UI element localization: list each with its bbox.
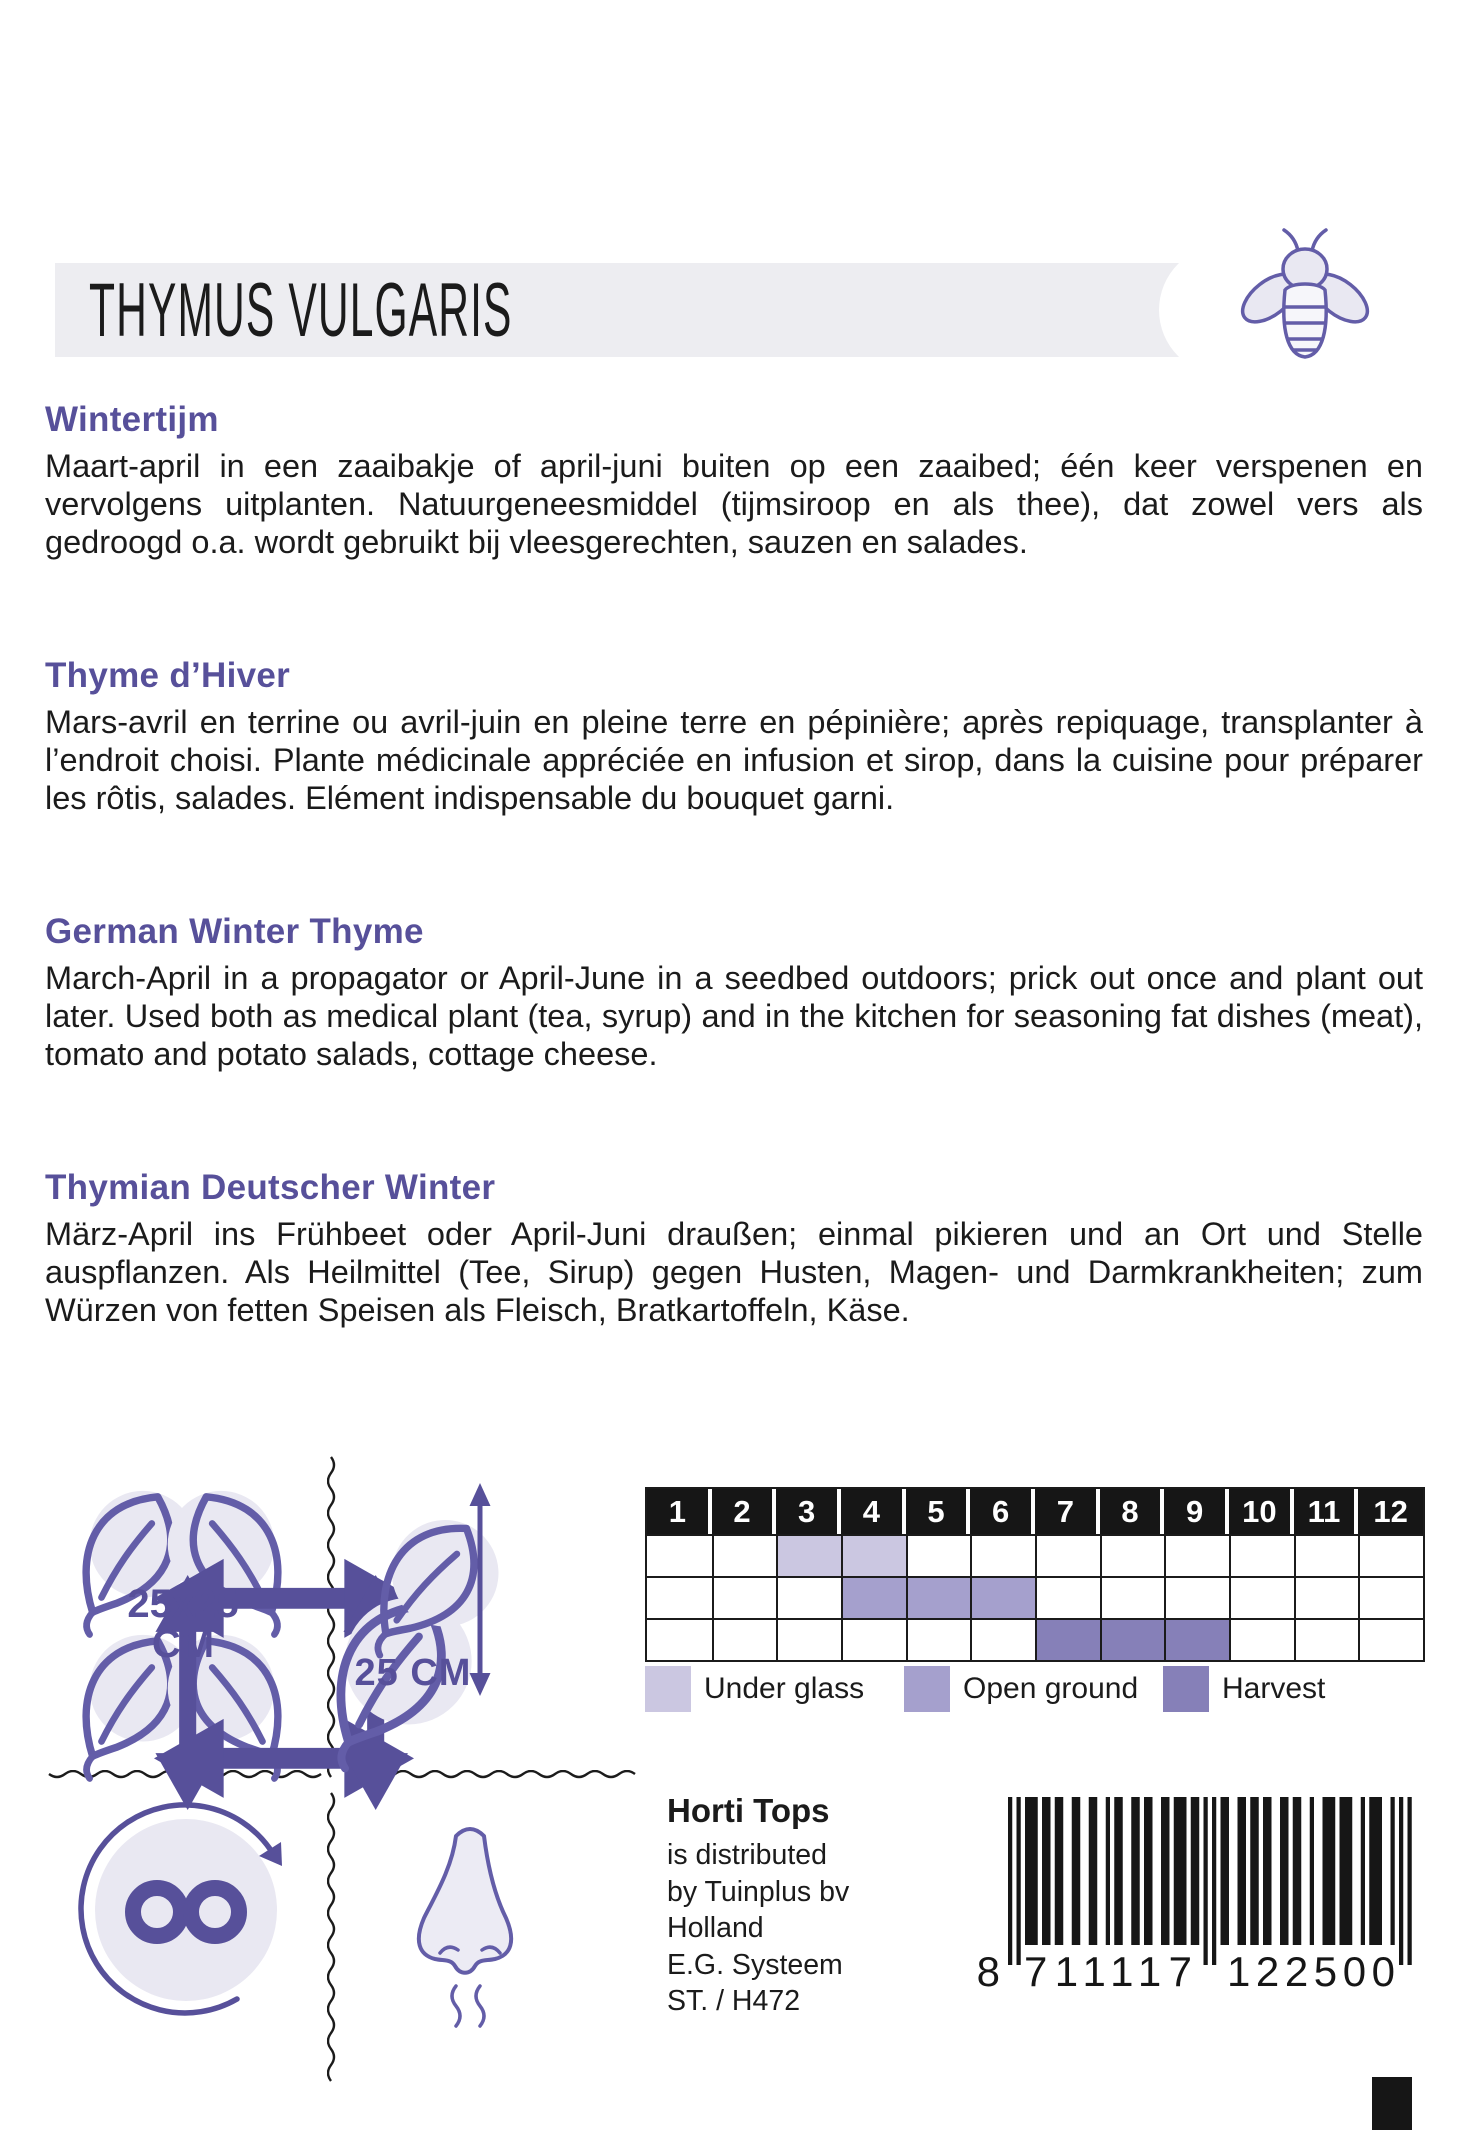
spacing-unit: CM	[151, 1622, 215, 1666]
calendar-month-8: 8	[1100, 1489, 1165, 1534]
calendar-cell	[1358, 1618, 1423, 1660]
calendar-cell	[776, 1534, 841, 1576]
calendar-row-harvest	[647, 1618, 1423, 1660]
legend-swatch-harvest	[1163, 1666, 1209, 1712]
calendar-cell	[1035, 1618, 1100, 1660]
calendar-cell	[841, 1576, 906, 1618]
calendar-cell	[906, 1576, 971, 1618]
section-body-english: March-April in a propagator or April-June in a seedbed outdoors; prick out once and plant out later. Used both as medical plant (tea, syrup) and in the kitchen for seasoning fat dishes (meat), tomato and potato salads, cottage cheese.	[45, 960, 1423, 1072]
calendar-month-4: 4	[841, 1489, 906, 1534]
calendar-month-1: 1	[647, 1489, 712, 1534]
calendar-cell	[712, 1534, 777, 1576]
section-heading-english: German Winter Thyme	[45, 912, 424, 951]
legend-under-glass	[645, 1666, 864, 1712]
print-registration-mark	[1372, 2077, 1412, 2130]
calendar-cell	[712, 1618, 777, 1660]
bee-icon	[1240, 228, 1375, 368]
calendar-cell	[1100, 1534, 1165, 1576]
calendar-cell	[1294, 1534, 1359, 1576]
distributor-line: Holland	[667, 1912, 764, 1944]
barcode-digit-left: 8	[976, 1948, 1000, 1993]
calendar-row-open-ground	[647, 1576, 1423, 1618]
calendar-cell	[1358, 1576, 1423, 1618]
page-title: THYMUS VULGARIS	[89, 268, 513, 353]
section-heading-dutch: Wintertijm	[45, 400, 219, 439]
calendar-cell	[1100, 1576, 1165, 1618]
calendar-month-12: 12	[1358, 1489, 1423, 1534]
legend-harvest	[1163, 1666, 1325, 1712]
calendar-cell	[647, 1576, 712, 1618]
calendar-cell	[1100, 1618, 1165, 1660]
calendar-cell	[1358, 1534, 1423, 1576]
legend-label-under-glass: Under glass	[704, 1672, 865, 1705]
calendar-cell	[1294, 1576, 1359, 1618]
section-french	[45, 656, 1423, 855]
section-heading-french: Thyme d’Hiver	[45, 656, 291, 695]
calendar-cell	[1229, 1576, 1294, 1618]
calendar-month-5: 5	[906, 1489, 971, 1534]
calendar-cell	[1164, 1534, 1229, 1576]
calendar-month-3: 3	[776, 1489, 841, 1534]
calendar-cell	[1035, 1576, 1100, 1618]
section-english	[45, 912, 1423, 1111]
legend-swatch-under-glass	[645, 1666, 691, 1712]
section-german	[45, 1168, 1423, 1367]
calendar-month-9: 9	[1164, 1489, 1229, 1534]
section-body-german: März-April ins Frühbeet oder April-Juni draußen; einmal pikieren und an Ort und Stelle auspflanzen. Als Heilmittel (Tee, Sirup) gegen Husten, Magen- und Darmkrankheiten; zum Würzen von fetten Speisen als Fleisch, Bratkartoffeln, Käse.	[45, 1216, 1423, 1328]
section-dutch	[45, 400, 1423, 599]
fragrance-nose-icon	[400, 1820, 540, 2035]
calendar-cell	[970, 1534, 1035, 1576]
sowing-calendar	[645, 1487, 1425, 1662]
legend-label-harvest: Harvest	[1222, 1672, 1326, 1705]
distributor-line: by Tuinplus bv	[667, 1875, 850, 1908]
calendar-cell	[1164, 1576, 1229, 1618]
calendar-cell	[647, 1618, 712, 1660]
calendar-cell	[1229, 1534, 1294, 1576]
scent-wave-icon	[452, 1986, 460, 2026]
distributor-line: is distributed	[667, 1839, 827, 1871]
title-banner	[55, 263, 1217, 357]
legend-open-ground	[904, 1666, 1138, 1712]
calendar-cell	[1164, 1618, 1229, 1660]
plant-spacing-icon	[52, 1480, 312, 1715]
calendar-cell	[776, 1618, 841, 1660]
calendar-cell	[1229, 1618, 1294, 1660]
calendar-cell	[970, 1576, 1035, 1618]
calendar-cell	[1294, 1618, 1359, 1660]
calendar-cell	[841, 1534, 906, 1576]
description-column	[45, 400, 1423, 1424]
divider-vertical-bottom	[327, 1792, 339, 2092]
barcode-digits-group2: 122500	[1227, 1948, 1395, 1993]
height-value: 25 CM	[354, 1652, 472, 1694]
calendar-cell	[776, 1576, 841, 1618]
barcode-digits-group1: 711117	[1024, 1948, 1192, 1993]
legend-swatch-open-ground	[904, 1666, 950, 1712]
distributor-info	[667, 1792, 937, 2020]
calendar-cell	[906, 1618, 971, 1660]
section-body-french: Mars-avril en terrine ou avril-juin en pleine terre en pépinière; après repiquage, transplanter à l’endroit choisi. Plante médicinale appréciée en infusion et sirop, dans la cuisine pour préparer les rôtis, salades. Elément indispensable du bouquet garni.	[45, 704, 1423, 816]
calendar-cell	[1035, 1534, 1100, 1576]
calendar-cell	[647, 1534, 712, 1576]
calendar-month-11: 11	[1294, 1489, 1359, 1534]
distributor-line: E.G. Systeem	[667, 1948, 843, 1981]
legend-label-open-ground: Open ground	[963, 1672, 1139, 1705]
scent-wave-icon	[476, 1986, 484, 2026]
calendar-month-10: 10	[1229, 1489, 1294, 1534]
spacing-value: 25x25	[127, 1582, 239, 1626]
distributor-line: ST. / H472	[667, 1985, 801, 2017]
perennial-infinity-icon	[68, 1792, 303, 2027]
section-heading-german: Thymian Deutscher Winter	[45, 1168, 496, 1207]
calendar-header-row	[647, 1489, 1423, 1534]
calendar-month-7: 7	[1035, 1489, 1100, 1534]
calendar-cell	[906, 1534, 971, 1576]
barcode	[948, 1793, 1426, 1993]
calendar-month-6: 6	[970, 1489, 1035, 1534]
calendar-cell	[712, 1576, 777, 1618]
calendar-month-2: 2	[712, 1489, 777, 1534]
calendar-cell	[970, 1618, 1035, 1660]
section-body-dutch: Maart-april in een zaaibakje of april-juni buiten op een zaaibed; één keer verspenen en vervolgens uitplanten. Natuurgeneesmiddel (tijmsiroop en als thee), dat zowel vers als gedroogd o.a. wordt gebruikt bij vleesgerechten, sauzen en salades.	[45, 448, 1423, 560]
calendar-row-under-glass	[647, 1534, 1423, 1576]
distributor-name: Horti Tops	[667, 1792, 830, 1829]
calendar-cell	[841, 1618, 906, 1660]
